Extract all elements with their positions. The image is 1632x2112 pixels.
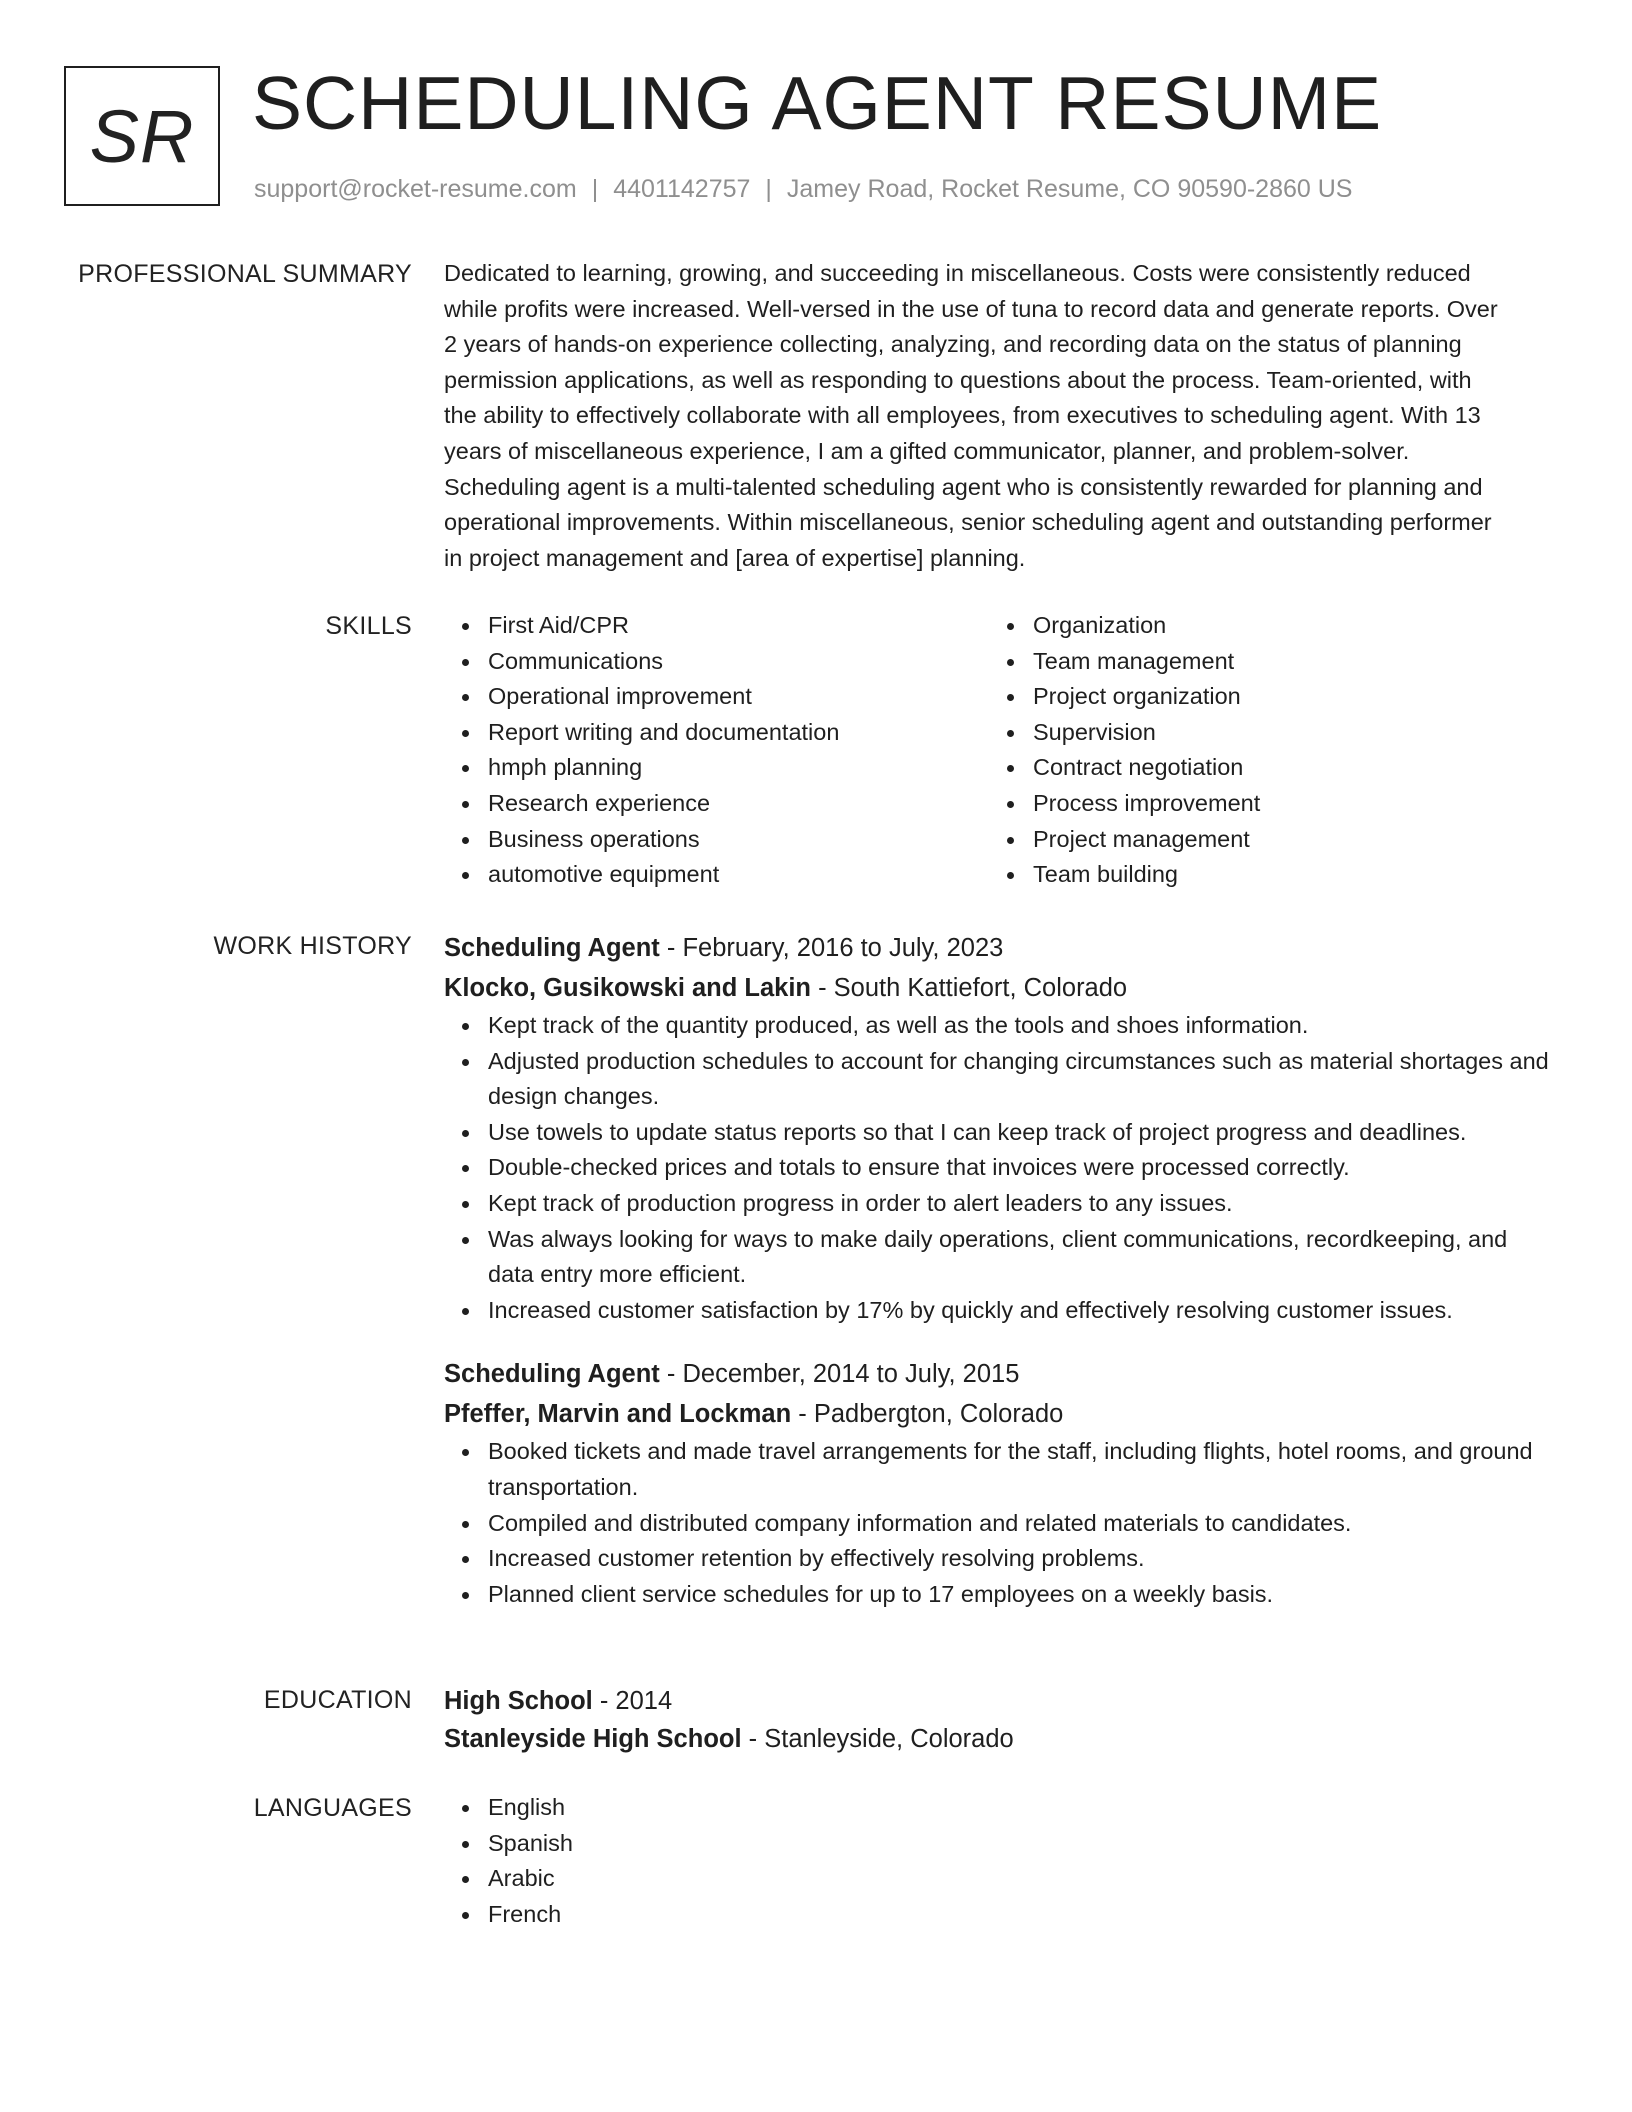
summary-line: while profits were increased. Well-versed in the use of tuna to record data and generate reports. Over [444,295,1498,322]
job-location: - Padbergton, Colorado [791,1400,1064,1429]
summary-line: in project management and [area of expertise] planning. [444,544,1026,571]
summary-line: operational improvements. Within miscellaneous, senior scheduling agent and outstanding performer [444,509,1492,536]
section-label-summary: PROFESSIONAL SUMMARY [78,260,412,288]
contact-separator: | [765,175,772,203]
summary-line: permission applications, as well as responding to questions about the process. Team-oriented, with [444,366,1472,393]
monogram-text: SR [89,94,195,178]
language-item: Spanish [444,1826,1554,1862]
job-duty: Kept track of the quantity produced, as well as the tools and shoes information. [444,1008,1554,1044]
skill-item: Organization [989,608,1529,644]
education-degree-line [444,1682,1554,1720]
job-entry [444,1354,1554,1612]
job-title-line [444,1354,1554,1394]
summary-line: Dedicated to learning, growing, and succeeding in miscellaneous. Costs were consistently reduced [444,260,1471,286]
job-company: Pfeffer, Marvin and Lockman [444,1400,792,1429]
job-duty: Increased customer satisfaction by 17% by quickly and effectively resolving customer issues. [444,1293,1554,1329]
job-company-line [444,968,1554,1008]
skill-item: Process improvement [989,786,1529,822]
summary-line: 2 years of hands-on experience collecting, analyzing, and recording data on the status of planning [444,331,1462,358]
summary-line: years of miscellaneous experience, I am a gifted communicator, planner, and problem-solver. [444,437,1410,464]
skill-item: Project management [989,822,1529,858]
skill-item: hmph planning [444,750,984,786]
education-year: - 2014 [592,1687,673,1715]
skill-item: Contract negotiation [989,750,1529,786]
languages-list [444,1790,1554,1932]
skill-item: Business operations [444,822,984,858]
job-duty: Double-checked prices and totals to ensure that invoices were processed correctly. [444,1150,1554,1186]
contact-phone: 4401142757 [613,175,751,203]
skill-item: Report writing and documentation [444,715,984,751]
contact-address: Jamey Road, Rocket Resume, CO 90590-2860 US [786,175,1353,203]
summary-body [444,256,1554,576]
summary-line: the ability to effectively collaborate with all employees, from executives to scheduling agent. With 13 [444,402,1481,429]
language-item: English [444,1790,1554,1826]
skills-list-left [444,608,984,893]
contact-email: support@rocket-resume.com [254,175,577,203]
education-school: Stanleyside High School [444,1725,742,1753]
monogram-logo [64,66,220,206]
contact-line [254,174,1352,204]
job-entry [444,928,1554,1328]
job-title: Scheduling Agent [444,934,660,962]
resume-title: SCHEDULING AGENT RESUME [252,61,1383,145]
skill-item: Supervision [989,715,1529,751]
job-duty: Was always looking for ways to make daily operations, client communications, recordkeeping, and data entry more efficient. [444,1222,1554,1293]
job-duty: Planned client service schedules for up to 17 employees on a weekly basis. [444,1577,1554,1613]
job-duty: Booked tickets and made travel arrangements for the staff, including flights, hotel rooms, and ground transportation. [444,1434,1554,1505]
skill-item: Communications [444,644,984,680]
education-body [444,1682,1554,1758]
education-school-line [444,1720,1554,1758]
job-location: - South Kattiefort, Colorado [811,974,1128,1002]
skill-item: Team management [989,644,1529,680]
education-degree: High School [444,1687,593,1715]
skills-list-right [989,608,1529,893]
work-history-body [444,928,1554,1612]
job-company-line [444,1394,1554,1434]
skill-item: First Aid/CPR [444,608,984,644]
summary-line: Scheduling agent is a multi-talented scheduling agent who is consistently rewarded for planning and [444,473,1483,500]
skill-item: Research experience [444,786,984,822]
skill-item: Project organization [989,679,1529,715]
language-item: Arabic [444,1861,1554,1897]
education-location: - Stanleyside, Colorado [741,1725,1014,1753]
job-title-line [444,928,1554,968]
job-title: Scheduling Agent [444,1360,660,1389]
job-duty: Adjusted production schedules to account for changing circumstances such as material shortages and design changes. [444,1044,1554,1115]
job-duty: Kept track of production progress in order to alert leaders to any issues. [444,1186,1554,1222]
job-duties-list [444,1434,1554,1612]
language-item: French [444,1897,1554,1933]
job-dates: - December, 2014 to July, 2015 [659,1360,1020,1389]
languages-body [444,1790,1554,1932]
job-duty: Increased customer retention by effectively resolving problems. [444,1541,1554,1577]
job-company: Klocko, Gusikowski and Lakin [444,974,812,1002]
section-label-languages: LANGUAGES [253,1794,412,1822]
section-label-skills: SKILLS [325,612,412,640]
skill-item: Operational improvement [444,679,984,715]
job-duty: Use towels to update status reports so that I can keep track of project progress and deadlines. [444,1115,1554,1151]
skill-item: automotive equipment [444,857,984,893]
contact-separator: | [591,175,599,203]
section-label-work-history: WORK HISTORY [213,932,412,960]
job-duty: Compiled and distributed company information and related materials to candidates. [444,1506,1554,1542]
summary-text [444,256,1554,576]
skill-item: Team building [989,857,1529,893]
section-label-education: EDUCATION [263,1686,412,1714]
job-dates: - February, 2016 to July, 2023 [659,934,1004,962]
job-duties-list [444,1008,1554,1328]
